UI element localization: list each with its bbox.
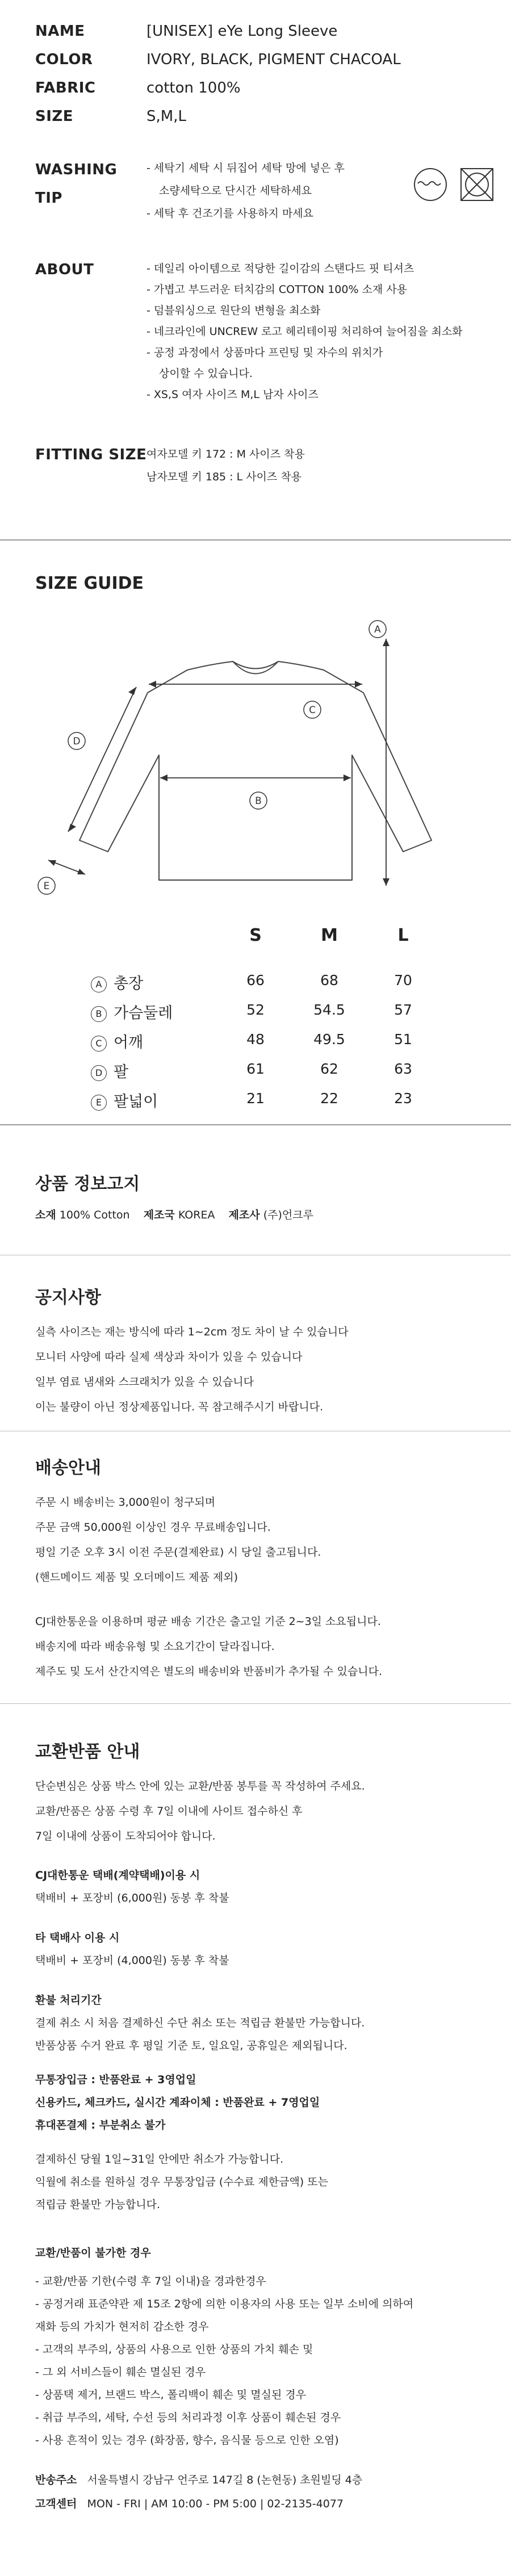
washing-icons <box>410 165 501 204</box>
about-line: - XS,S 여자 사이즈 M,L 남자 사이즈 <box>146 388 319 401</box>
cs-value: MON - FRI | AM 10:00 - PM 5:00 | 02-2135-4077 <box>87 2498 344 2510</box>
shipping-line: 평일 기준 오후 3시 이전 주문(결제완료) 시 당일 출고됩니다. <box>35 1546 321 1559</box>
size-value: S,M,L <box>146 108 186 125</box>
size-value-cell: 66 <box>246 972 265 988</box>
color-value: IVORY, BLACK, PIGMENT CHACOAL <box>146 51 401 68</box>
mark-a <box>369 621 386 638</box>
size-row-label <box>91 1000 173 1023</box>
impossible-line: 재화 등의 가치가 현저히 감소한 경우 <box>35 2321 209 2333</box>
other-title: 타 택배사 이용 시 <box>35 1932 120 1944</box>
diagram-mark-label: A <box>374 624 381 635</box>
cs-label: 고객센터 <box>35 2498 77 2510</box>
customer-center <box>35 2494 344 2514</box>
bank-line: 무통장입금 : 반품완료 + 3영업일 <box>35 2074 196 2086</box>
size-value-cell: 51 <box>394 1031 412 1048</box>
size-value-cell: 23 <box>394 1090 412 1107</box>
mark-b <box>250 792 267 809</box>
refund-line: 반품상품 수거 완료 후 평일 기준 토, 일요일, 공휴일은 제외됩니다. <box>35 2039 347 2052</box>
size-measure-name: 어깨 <box>114 1034 144 1052</box>
cj-line: 택배비 + 포장비 (6,000원) 동봉 후 착불 <box>35 1892 229 1904</box>
washing-line: 소량세탁으로 단시간 세탁하세요 <box>159 185 312 197</box>
about-line: - 데일리 아이템으로 적당한 길이감의 스탠다드 핏 티셔츠 <box>146 262 414 275</box>
notice-line: 일부 염료 냄새와 스크래치가 있을 수 있습니다 <box>35 1376 254 1388</box>
size-row-label <box>91 1059 128 1082</box>
refund-line: 결제 취소 시 처음 결제하신 수단 취소 또는 적립금 환불만 가능합니다. <box>35 2017 365 2029</box>
size-measure-name: 팔 <box>114 1063 129 1081</box>
cancel-line: 결제하신 당월 1일~31일 안에만 취소가 가능합니다. <box>35 2153 284 2165</box>
size-value-cell: 54.5 <box>313 1002 345 1018</box>
diagram-mark-label: E <box>43 881 50 892</box>
return-address <box>35 2470 362 2490</box>
size-value-cell: 22 <box>320 1090 338 1107</box>
diagram-mark-label: C <box>309 705 316 716</box>
material-value: 100% Cotton <box>59 1209 130 1221</box>
size-label: SIZE <box>35 108 74 125</box>
origin-value: KOREA <box>178 1209 215 1221</box>
notice-title: 공지사항 <box>35 1288 101 1308</box>
size-diagram <box>23 608 488 903</box>
size-mark: A <box>91 977 107 992</box>
exchange-intro: 단순변심은 상품 박스 안에 있는 교환/반품 봉투를 꼭 작성하여 주세요. <box>35 1780 365 1792</box>
exchange-intro: 교환/반품은 상품 수령 후 7일 이내에 사이트 접수하신 후 <box>35 1805 303 1817</box>
divider <box>0 1703 511 1704</box>
cancel-line: 익월에 취소를 원하실 경우 무통장입금 (수수료 제한금액) 또는 <box>35 2176 328 2188</box>
refund-title: 환불 처리기간 <box>35 1994 102 2007</box>
size-value-cell: 49.5 <box>313 1031 345 1048</box>
size-measure-name: 가슴둘레 <box>114 1004 173 1022</box>
fitting-label: FITTING SIZE <box>35 446 147 463</box>
size-value-cell: 57 <box>394 1002 412 1018</box>
notice-line: 모니터 사양에 따라 실제 색상과 차이가 있을 수 있습니다 <box>35 1351 303 1363</box>
mark-d <box>68 732 85 749</box>
about-label: ABOUT <box>35 261 94 278</box>
impossible-title: 교환/반품이 불가한 경우 <box>35 2247 151 2259</box>
origin-label: 제조국 <box>143 1209 175 1221</box>
mark-c <box>304 701 321 718</box>
washing-line: - 세탁기 세탁 시 뒤집어 세탁 망에 넣은 후 <box>146 162 345 174</box>
shipping-line: 주문 시 배송비는 3,000원이 청구되며 <box>35 1496 216 1509</box>
size-col-m: M <box>321 925 338 945</box>
cj-title: CJ대한통운 택배(계약택배)이용 시 <box>35 1869 200 1882</box>
no-tumble-dry-icon <box>461 169 493 200</box>
about-line: - 덤블워싱으로 원단의 변형을 최소화 <box>146 304 321 317</box>
size-measure-name: 총장 <box>114 975 144 992</box>
size-value-cell: 68 <box>320 972 338 988</box>
return-label: 반송주소 <box>35 2474 77 2486</box>
size-guide-title: SIZE GUIDE <box>35 573 144 593</box>
card-line: 신용카드, 체크카드, 실시간 계좌이체 : 반품완료 + 7영업일 <box>35 2096 320 2109</box>
size-mark: B <box>91 1006 107 1022</box>
shipping-line: 주문 금액 50,000원 이상인 경우 무료배송입니다. <box>35 1521 271 1534</box>
about-line: - 공정 과정에서 상품마다 프린팅 및 자수의 위치가 <box>146 346 383 359</box>
return-value: 서울특별시 강남구 언주로 147길 8 (논현동) 초원빌딩 4층 <box>87 2474 363 2486</box>
impossible-line: - 고객의 부주의, 상품의 사용으로 인한 상품의 가치 훼손 및 <box>35 2343 313 2356</box>
size-value-cell: 21 <box>246 1090 265 1107</box>
about-line: - 네크라인에 UNCREW 로고 헤리테이핑 처리하여 늘어짐을 최소화 <box>146 325 463 338</box>
shipping-line: CJ대한통운을 이용하며 평균 배송 기간은 출고일 기준 2~3일 소요됩니다. <box>35 1615 381 1628</box>
impossible-line: - 교환/반품 기한(수령 후 7일 이내)을 경과한경우 <box>35 2275 266 2288</box>
info-line <box>35 1207 313 1222</box>
fabric-value: cotton 100% <box>146 79 241 97</box>
shipping-line: 배송지에 따라 배송유형 및 소요기간이 달라집니다. <box>35 1640 275 1653</box>
divider <box>0 539 511 541</box>
about-line: 상이할 수 있습니다. <box>159 367 253 380</box>
size-value-cell: 62 <box>320 1061 338 1077</box>
diagram-mark-label: D <box>73 736 81 747</box>
shipping-line: 제주도 및 도서 산간지역은 별도의 배송비와 반품비가 추가될 수 있습니다. <box>35 1665 383 1678</box>
notice-line: 실측 사이즈는 재는 방식에 따라 1~2cm 정도 차이 날 수 있습니다 <box>35 1326 349 1338</box>
diagram-mark-label: B <box>255 795 262 807</box>
fabric-label: FABRIC <box>35 79 96 97</box>
long-sleeve-shirt-icon <box>79 661 432 880</box>
maker-value: (주)언크루 <box>263 1209 313 1221</box>
size-value-cell: 48 <box>246 1031 265 1048</box>
cancel-line: 적립금 환불만 가능합니다. <box>35 2198 161 2211</box>
size-value-cell: 63 <box>394 1061 412 1077</box>
maker-label: 제조사 <box>228 1209 260 1221</box>
info-title: 상품 정보고지 <box>35 1174 140 1194</box>
size-mark: D <box>91 1065 107 1081</box>
washing-label: WASHING <box>35 161 118 178</box>
phone-line: 휴대폰결제 : 부분취소 불가 <box>35 2119 166 2131</box>
size-value-cell: 61 <box>246 1061 265 1077</box>
size-row-label <box>91 1089 158 1111</box>
fitting-line: 남자모델 키 185 : L 사이즈 착용 <box>146 471 302 483</box>
size-value-cell: 52 <box>246 1002 265 1018</box>
name-value: [UNISEX] eYe Long Sleeve <box>146 23 338 40</box>
about-line: - 가볍고 부드러운 터치감의 COTTON 100% 소재 사용 <box>146 283 408 296</box>
impossible-line: - 상품택 제거, 브랜드 박스, 폴리백이 훼손 및 멸실된 경우 <box>35 2389 307 2401</box>
impossible-line: - 취급 부주의, 세탁, 수선 등의 처리과정 이후 상품이 훼손된 경우 <box>35 2411 341 2424</box>
material-label: 소재 <box>35 1209 56 1221</box>
other-line: 택배비 + 포장비 (4,000원) 동봉 후 착불 <box>35 1954 229 1967</box>
size-mark: C <box>91 1036 107 1052</box>
size-col-s: S <box>249 925 262 945</box>
impossible-line: - 그 외 서비스들이 훼손 멸실된 경우 <box>35 2366 206 2378</box>
divider <box>0 1124 511 1125</box>
color-label: COLOR <box>35 51 93 68</box>
exchange-title: 교환반품 안내 <box>35 1742 140 1762</box>
exchange-intro: 7일 이내에 상품이 도착되어야 합니다. <box>35 1830 216 1842</box>
size-value-cell: 70 <box>394 972 412 988</box>
impossible-line: - 사용 흔적이 있는 경우 (화장품, 향수, 음식물 등으로 인한 오염) <box>35 2434 339 2447</box>
size-row-label <box>91 1030 143 1052</box>
size-row-label <box>91 971 143 993</box>
tip-label: TIP <box>35 190 62 207</box>
name-label: NAME <box>35 23 85 40</box>
washing-line: - 세탁 후 건조기를 사용하지 마세요 <box>146 207 314 220</box>
fitting-line: 여자모델 키 172 : M 사이즈 착용 <box>146 448 305 460</box>
notice-line: 이는 불량이 아닌 정상제품입니다. 꼭 참고해주시기 바랍니다. <box>35 1401 324 1413</box>
size-mark: E <box>91 1095 107 1111</box>
size-measure-name: 팔넓이 <box>114 1093 158 1111</box>
mark-e <box>38 877 55 894</box>
shipping-line: (핸드메이드 제품 및 오더메이드 제품 제외) <box>35 1571 238 1584</box>
size-col-l: L <box>397 925 409 945</box>
impossible-line: - 공정거래 표준약관 제 15조 2항에 의한 이용자의 사용 또는 일부 소비에 의하여 <box>35 2298 414 2310</box>
shipping-title: 배송안내 <box>35 1458 101 1478</box>
hand-wash-icon <box>414 169 446 200</box>
